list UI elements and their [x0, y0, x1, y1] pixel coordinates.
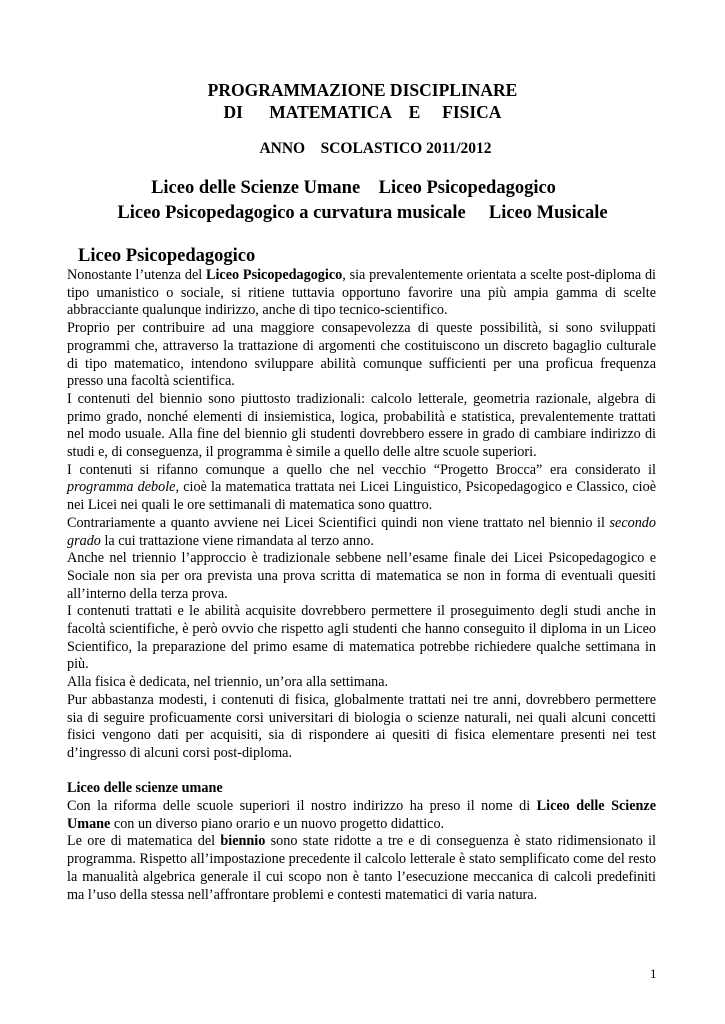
schools-line-2: Liceo Psicopedagogico a curvatura musicale Liceo Musicale [117, 203, 608, 223]
schools-line-1: Liceo delle Scienze Umane Liceo Psicopedagogico [151, 178, 556, 198]
paragraph: Alla fisica è dedicata, nel triennio, un’ora alla settimana. [67, 674, 389, 691]
school-year: ANNO SCOLASTICO 2011/2012 [259, 140, 492, 157]
paragraph: I contenuti si rifanno comunque a quello che nel vecchio “Progetto Brocca” era considerato il programma debole, cioè la matematica trattata nei Licei Linguistico, Psicopedagogico e Classico, cioè nei Licei nei quali le ore settimanali di matematica sono quattro. [67, 461, 656, 514]
paragraph: Proprio per contribuire ad una maggiore consapevolezza di queste possibilità, si sono sviluppati programmi che, attraverso la trattazione di argomenti che costituiscono un discreto bagaglio culturale di tipo matematico, intendono sviluppare abilità comunque sufficienti per una proficua frequenza presso una facoltà scientifica. [67, 320, 656, 390]
title-line-2: DI MATEMATICA E FISICA [223, 102, 502, 122]
paragraph: Contrariamente a quanto avviene nei Licei Scientifici quindi non viene trattato nel biennio il secondo grado la cui trattazione viene rimandata al terzo anno. [67, 514, 656, 549]
paragraph: Con la riforma delle scuole superiori il nostro indirizzo ha preso il nome di Liceo delle Scienze Umane con un diverso piano orario e un nuovo progetto didattico. [67, 798, 656, 832]
section1-body [67, 267, 656, 904]
section1-heading: Liceo Psicopedagogico [78, 246, 256, 266]
section2-heading: Liceo delle scienze umane [67, 780, 223, 797]
paragraph: Nonostante l’utenza del Liceo Psicopedagogico, sia prevalentemente orientata a scelte post-diploma di tipo umanistico o sociale, si ritiene tuttavia opportuno favorire una più ampia gamma di scelte abbracciante qualunque indirizzo, anche di tipo tecnico-scientifico. [67, 267, 656, 319]
paragraph: Anche nel triennio l’approccio è tradizionale sebbene nell’esame finale dei Licei Psicopedagogico e Sociale non sia per ora prevista una prova scritta di matematica se non in forma di eventuali quesiti all’interno della terza prova. [67, 550, 656, 602]
paragraph: I contenuti del biennio sono piuttosto tradizionali: calcolo letterale, geometria razionale, algebra di primo grado, nonché elementi di insiemistica, logica, probabilità e statistica, prevalentemente trattati nel modo usuale. Alla fine del biennio gli studenti dovrebbero essere in grado di cambiare indirizzo di studi e, di conseguenza, il programma è simile a quello delle altre scuole superiori. [67, 390, 656, 461]
paragraph: Pur abbastanza modesti, i contenuti di fisica, globalmente trattati nei tre anni, dovrebbero permettere sia di seguire proficuamente corsi universitari di biologia o scienze naturali, nei quali alcuni concetti fisici vengono dati per acquisiti, sia di rispondere ai quesiti di fisica elementare presenti nei test d’ingresso di alcuni corsi post-diploma. [67, 691, 656, 761]
paragraph: Le ore di matematica del biennio sono state ridotte a tre e di conseguenza è stato ridimensionato il programma. Rispetto all’impostazione precedente il calcolo letterale è stato semplificato come del resto la manualità algebrica generale il cui scopo non è tanto l’esecuzione meccanica di calcoli predefiniti ma l’uso della stessa nell’affrontare problemi e contesti matematici di varia natura. [67, 833, 656, 903]
page-number: 1 [650, 966, 657, 981]
title-line-1: PROGRAMMAZIONE DISCIPLINARE [207, 80, 518, 100]
paragraph: I contenuti trattati e le abilità acquisite dovrebbero permettere il proseguimento degli studi anche in facoltà scientifiche, è però ovvio che rispetto agli studenti che hanno conseguito il diploma in un Liceo Scientifico, la preparazione del primo esame di matematica potrebbe richiedere qualche settimana in più. [67, 603, 656, 673]
